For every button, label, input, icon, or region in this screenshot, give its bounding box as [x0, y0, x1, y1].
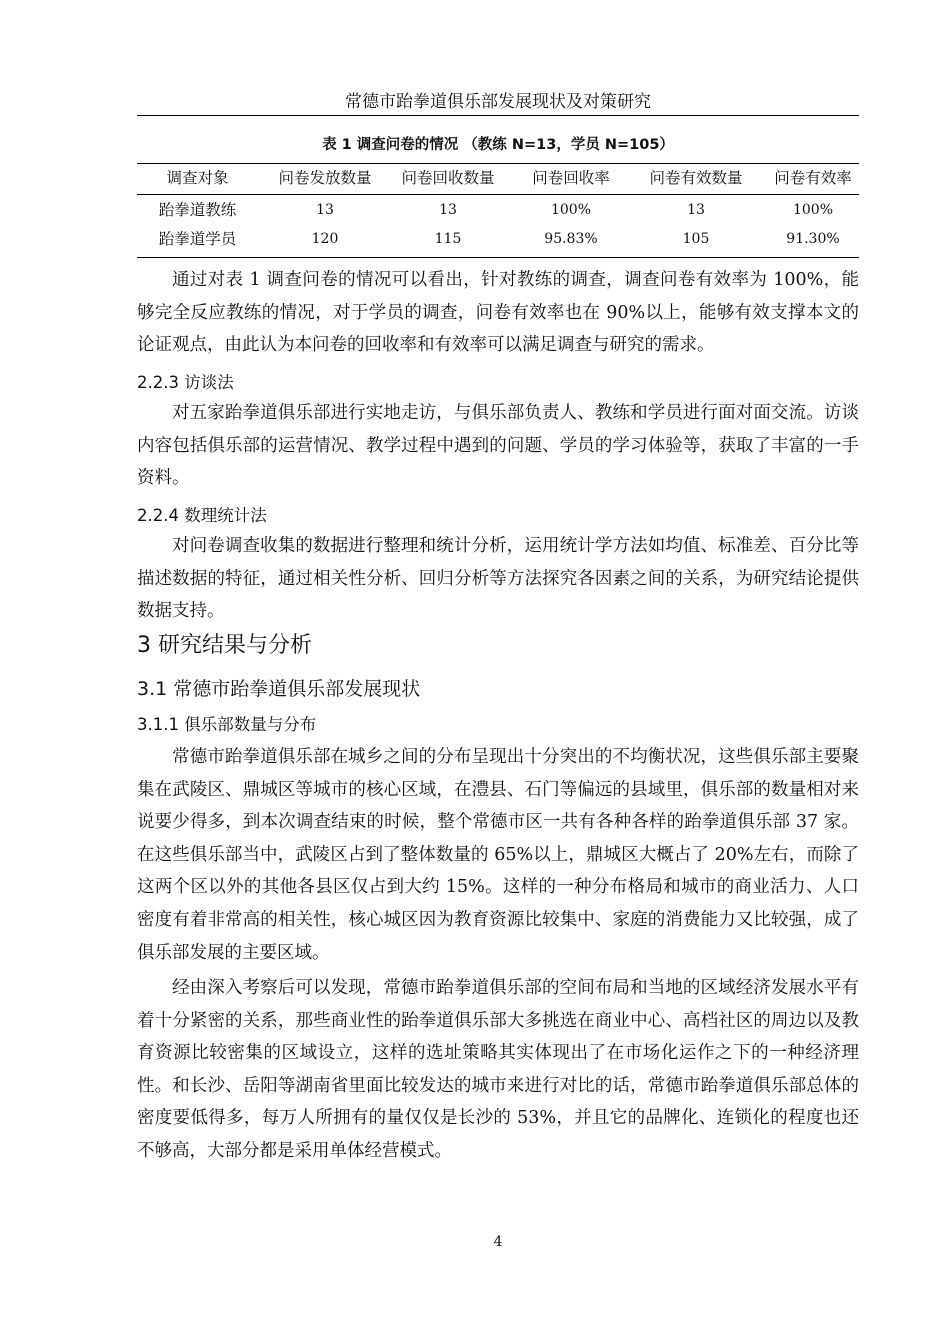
table-cell: 91.30% [786, 231, 840, 247]
paragraph: 常德市跆拳道俱乐部在城乡之间的分布呈现出十分突出的不均衡状况，这些俱乐部主要聚集在武陵区、鼎城区等城市的核心区域，在澧县、石门等偏远的县域里，俱乐部的数量相对来说要少得多，到本次调查结束的时候，整个常德市区一共有各种各样的跆拳道俱乐部 37 家。在这些俱乐部当中，武陵区占到了整体数量的 65%以上，鼎城区大概占了 20%左右，而除了这两个区以外的其他各县区仅占到大约 15%。这样的一种分布格局和城市的商业活力、人口密度有着非常高的相关性，核心城区因为教育资源比较集中、家庭的消费能力又比较强，成了俱乐部发展的主要区域。 [137, 747, 859, 963]
table-header-rule [137, 194, 859, 195]
header-rule [137, 115, 859, 116]
paragraph: 对五家跆拳道俱乐部进行实地走访，与俱乐部负责人、教练和学员进行面对面交流。访谈内容包括俱乐部的运营情况、教学过程中遇到的问题、学员的学习体验等，获取了丰富的一手资料。 [137, 403, 859, 489]
column-header: 问卷有效率 [774, 169, 852, 187]
section-heading: 2.2.4 数理统计法 [137, 506, 267, 525]
running-header: 常德市跆拳道俱乐部发展现状及对策研究 [345, 92, 651, 112]
paragraph: 对问卷调查收集的数据进行整理和统计分析，运用统计学方法如均值、标准差、百分比等描述数据的特征，通过相关性分析、回归分析等方法探究各因素之间的关系，为研究结论提供数据支持。 [137, 536, 859, 622]
table-cell: 120 [311, 231, 339, 247]
table-bottom-rule [137, 257, 859, 258]
table-cell: 100% [550, 202, 592, 218]
table-top-rule [137, 163, 859, 164]
table-row [137, 197, 859, 223]
column-header: 问卷有效数量 [649, 169, 743, 187]
column-header: 调查对象 [166, 169, 229, 187]
table-cell: 13 [316, 202, 334, 218]
paragraph: 通过对表 1 调查问卷的情况可以看出，针对教练的调查，调查问卷有效率为 100%，能够完全反应教练的情况，对于学员的调查，问卷有效率也在 90%以上，能够有效支撑本文的论证观点，由此认为本问卷的回收率和有效率可以满足调查与研究的需求。 [137, 270, 859, 356]
table-cell: 115 [434, 231, 462, 247]
table-cell: 13 [439, 202, 457, 218]
section-heading: 2.2.3 访谈法 [137, 373, 234, 392]
table-cell: 100% [792, 202, 834, 218]
table-cell: 13 [687, 202, 705, 218]
table-cell: 95.83% [544, 231, 598, 247]
table-caption: 表 1 调查问卷的情况 （教练 N=13，学员 N=105） [322, 137, 674, 153]
chapter-heading: 3 研究结果与分析 [137, 633, 312, 658]
column-header: 问卷回收数量 [401, 169, 495, 187]
table-row [137, 226, 859, 252]
page-number: 4 [493, 1234, 503, 1250]
column-header: 问卷发放数量 [278, 169, 372, 187]
column-header: 问卷回收率 [532, 169, 610, 187]
subsection-heading: 3.1.1 俱乐部数量与分布 [137, 715, 317, 734]
table-cell: 跆拳道教练 [158, 201, 237, 219]
table-header-row [137, 165, 859, 191]
table-cell: 105 [682, 231, 710, 247]
paragraph: 经由深入考察后可以发现，常德市跆拳道俱乐部的空间布局和当地的区域经济发展水平有着十分紧密的关系，那些商业性的跆拳道俱乐部大多挑选在商业中心、高档社区的周边以及教育资源比较密集的区域设立，这样的选址策略其实体现出了在市场化运作之下的一种经济理性。和长沙、岳阳等湖南省里面比较发达的城市来进行对比的话，常德市跆拳道俱乐部总体的密度要低得多，每万人所拥有的量仅仅是长沙的 53%，并且它的品牌化、连锁化的程度也还不够高，大部分都是采用单体经营模式。 [137, 978, 859, 1161]
section-heading: 3.1 常德市跆拳道俱乐部发展现状 [137, 678, 421, 700]
table-cell: 跆拳道学员 [158, 230, 237, 248]
